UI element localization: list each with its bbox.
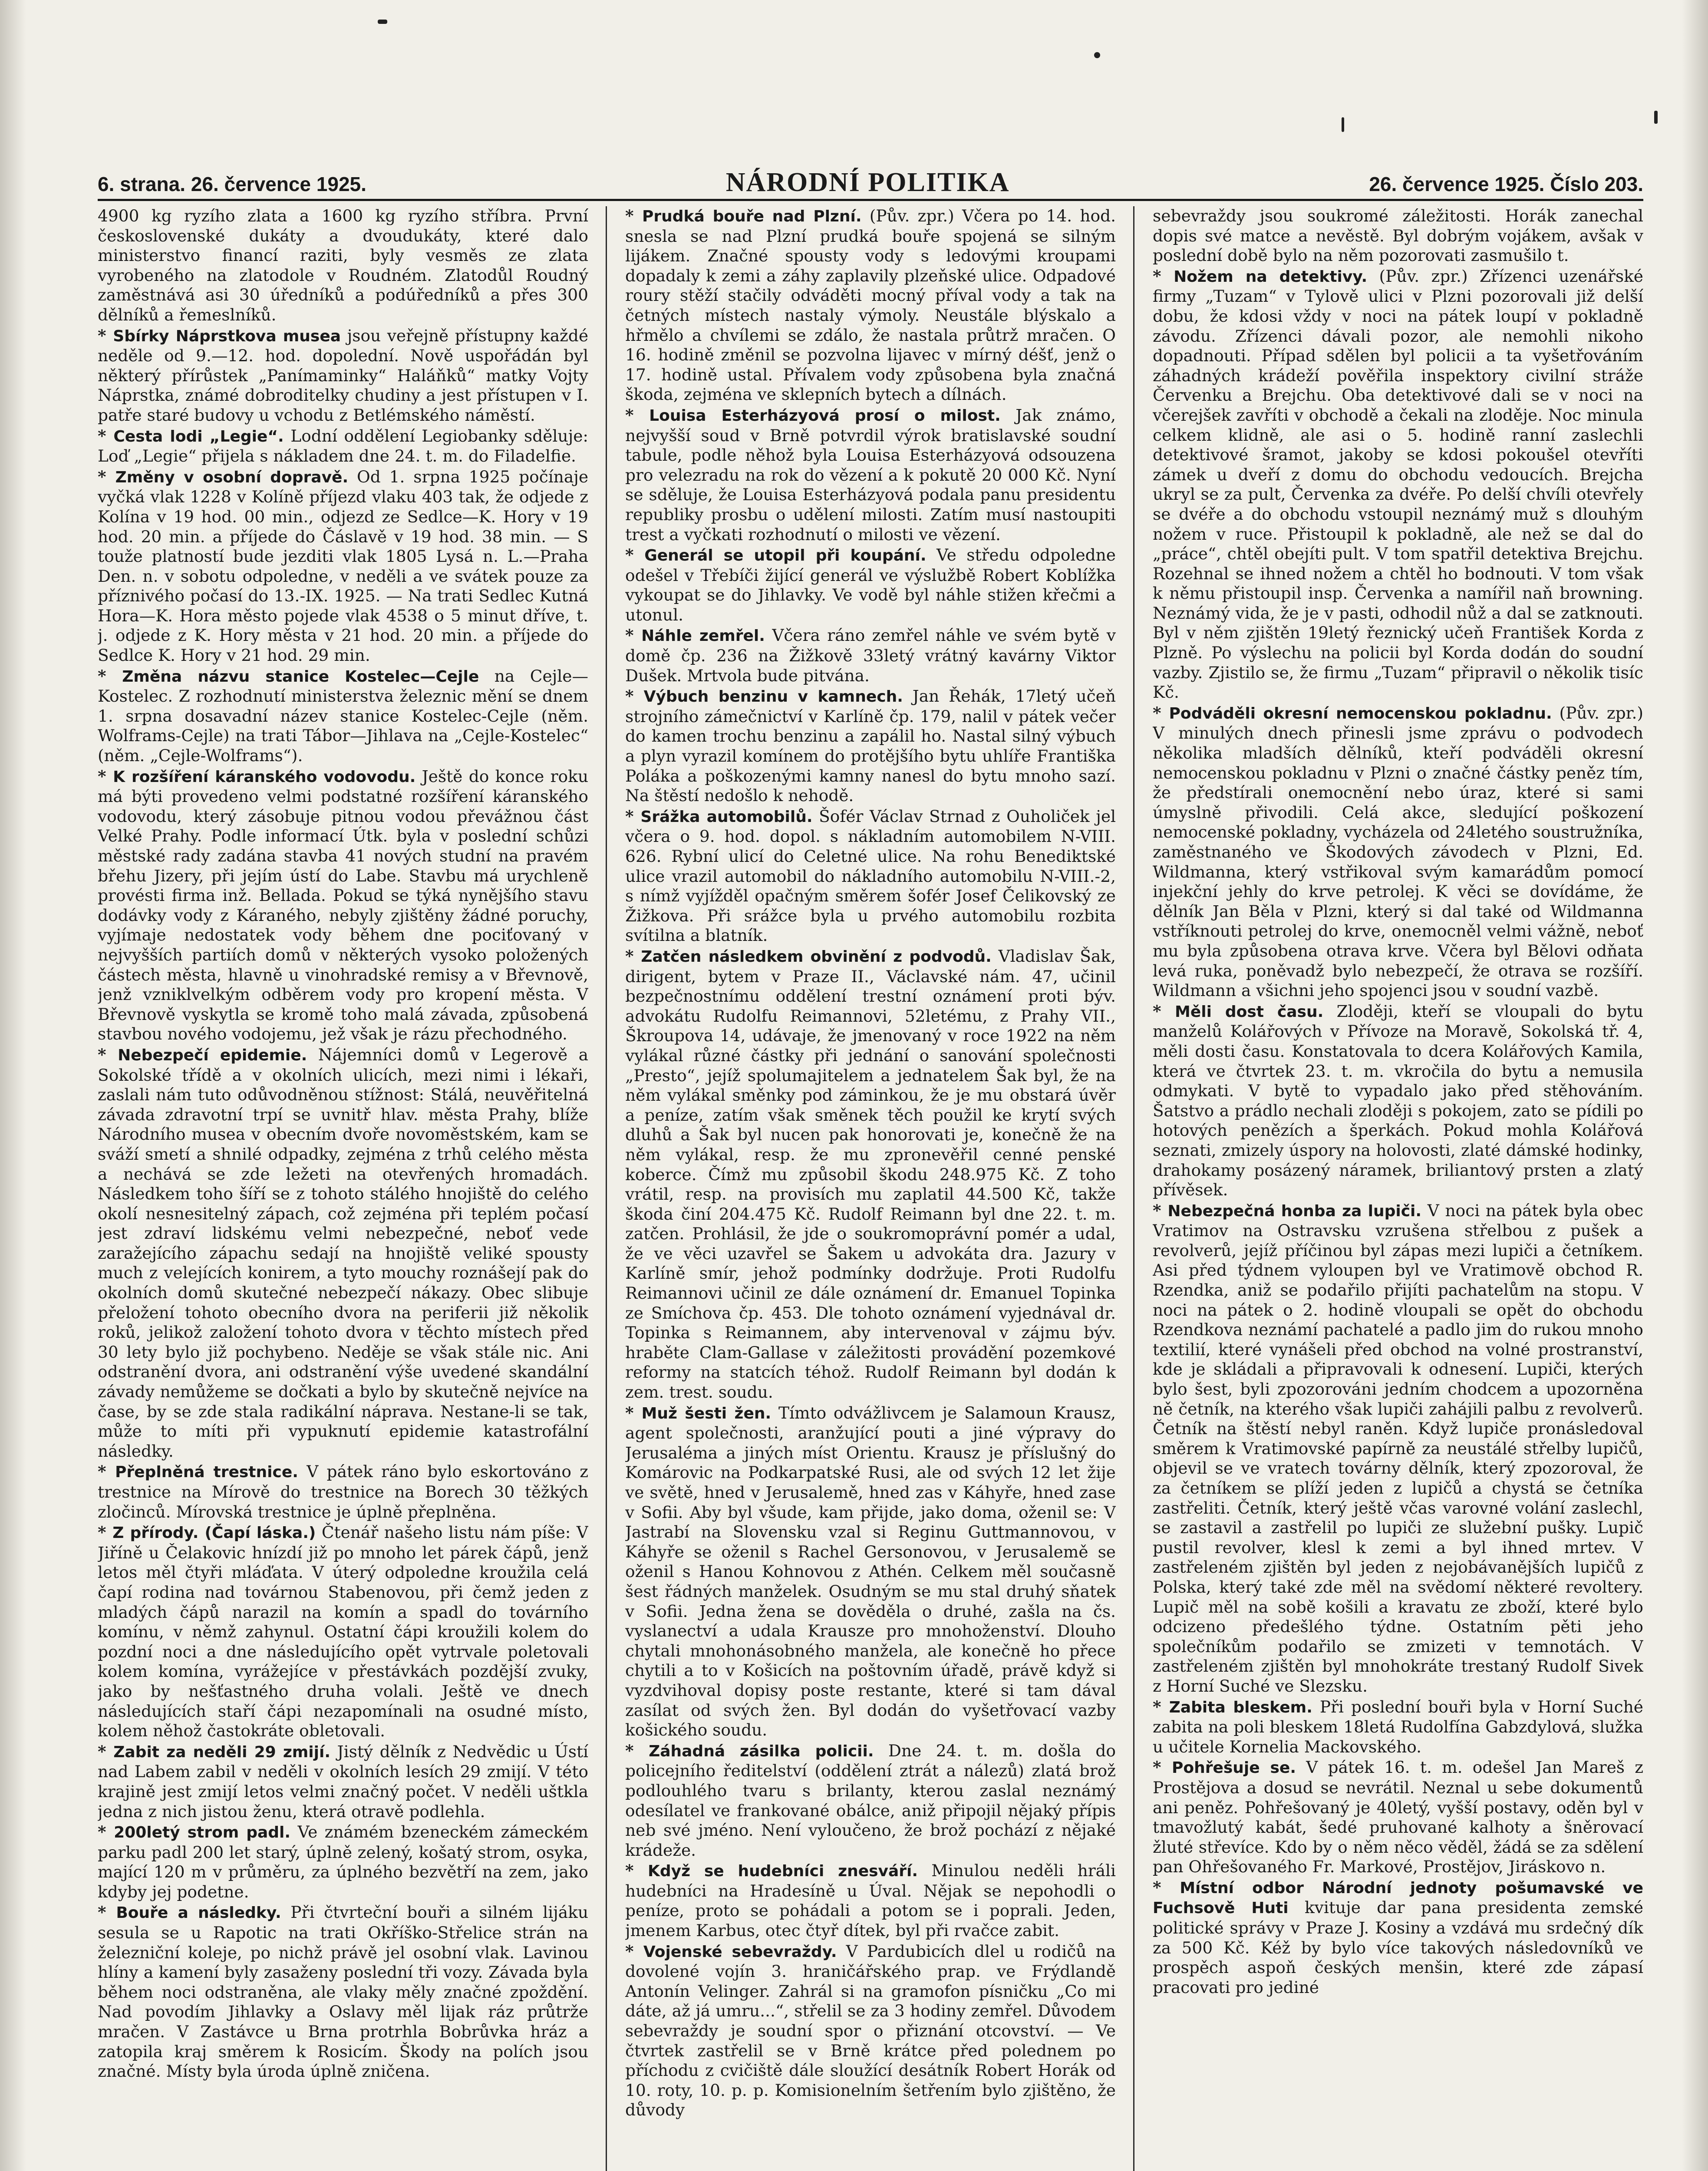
- article-body: Jistý dělník z Nedvědic u Ústí nad Labem zabil v neděli v okolních lesích 29 zmijí. V této krajině jest zmijí letos velmi značný počet. V neděli uštkla jedna z nich jistou ženu, která otravě podlehla.: [98, 1742, 588, 1821]
- article-headline: Prudká bouře nad Plzní.: [642, 208, 862, 225]
- article-body: na Cejle—Kostelec. Z rozhodnutí ministerstva železnic mění se dnem 1. srpna dosavadní název stanice Kostelec-Cejle (něm. Wolframs-Cejle) na trati Tábor—Jihlava na „Cejle-Kostelec“ (něm. „Cejle-Wolframs“).: [98, 666, 588, 765]
- ink-speck: [1094, 52, 1100, 58]
- article-headline: Generál se utopil při koupání.: [644, 547, 927, 565]
- article-headline: Změny v osobní dopravě.: [115, 468, 349, 486]
- article-bullet: *: [98, 1462, 115, 1481]
- header-page-date: 6. strana. 26. července 1925.: [98, 173, 366, 195]
- article-bullet: *: [625, 1741, 649, 1760]
- article-body: V pátek ráno bylo eskortováno z trestnice na Mírově do trestnice na Borech 30 těžkých zločinců. Mírovská trestnice je úplně přeplněna.: [98, 1462, 588, 1521]
- article-headline: Zatčen následkem obvinění z podvodů.: [641, 947, 992, 966]
- article-bullet: *: [625, 1403, 642, 1422]
- article-headline: Když se hudebníci znesváří.: [647, 1862, 918, 1881]
- article-bullet: *: [98, 766, 113, 786]
- page-edge-shadow-right: [1682, 0, 1708, 2171]
- article-body: (Pův. zpr.) Zřízenci uzenářské firmy „Tuzam“ v Tylově ulici v Plzni pozorovali již delší dobu, že kdosi vždy v noci na pátek loupí v pokladně závodu. Zřízenci dávali pozor, ale nemohli nikoho dopadnouti. Případ sdělen byl policii a ta vyšetřováním záhadných krádeží pověřila inspektory civilní stráže Červenku a Brejchu. Oba detektivové dali se v noci na včerejšek zavříti v obchodě a čekali na zloděje. Noc minula celkem klidně, ale asi o 5. hodině ranní zaslechli detektivové šramot, jakoby se kdosi pokoušel otevříti zámek u dveří z domu do obchodu vedoucích. Brejcha ukryl se za pult, Červenka za dvéře. Po delší chvíli otevřely se dvéře a do obchodu vstoupil neznámý muž s dlouhým nožem v ruce. Přistoupil k pokladně, ale než se dal do „práce“, chtěl obejíti pult. V tom spatřil detektiva Brejchu. Rozehnal se ihned nožem a chtěl ho bodnouti. V tom však k němu přistoupil insp. Červenka a namířil naň browning. Neznámý vida, že je v pasti, odhodil nůž a dal se zatknouti. Byl v něm zjištěn 19letý řeznický učeň František Korda z Plzně. Po výslechu na policii byl Korda dodán do soudní vazby. Zjistilo se, že firmu „Tuzam“ připravil o několik tisíc Kč.: [1153, 266, 1643, 702]
- news-article: [98, 326, 588, 426]
- header-issue-number: 26. července 1925. Číslo 203.: [1369, 173, 1643, 195]
- article-body: Ještě do konce roku má býti provedeno velmi podstatné rozšíření káranského vodovodu, který zásobuje pitnou vodou převážnou část Velké Prahy. Podle informací Útk. byla v poslední schůzi městské rady zadána stavba 41 nových studní na pravém břehu Jizery, při jejím ústí do Labe. Stavbu má urychleně provésti firma inž. Bellada. Pokud se týká nynějšího stavu dodávky vody z Káraného, nebyly zjištěny žádné poruchy, vyjímaje nedostatek vody během dne pociťovaný v nejvyšších partiích domů v některých vysoko položených částech města, hlavně u vinohradské remisy a v Břevnově, jenž vzniklvelkým odběrem vody pro kropení města. V Břevnově vyskytla se kromě toho malá závada, způsobená stavbou nového vodojemu, jež však je rázu přechodného.: [98, 766, 588, 1044]
- article-headline: Nebezpečná honba za lupiči.: [1167, 1202, 1422, 1220]
- article-body: Čtenář našeho listu nám píše: V Jiříně u Čelakovic hnízdí již po mnoho let párek čápů, jenž letos měl čtyři mláďata. V úterý odpoledne kroužila celá čapí rodina nad továrnou Stabenovou, při čemž jeden z mladých čápů narazil na komín a spadl do továrního komínu, v němž zahynul. Ostatní čápi kroužili kolem do pozdní noci a dne následujícího opět vytrvale poletovali kolem komína, vyrážejíce v přestávkách pozdější zvuky, jako by nešťastného druha volali. Ještě ve dnech následujících staří čápi nezapomínali na osudné místo, kolem něhož častokráte obletovali.: [98, 1523, 588, 1741]
- news-article: [98, 1822, 588, 1902]
- news-article: [625, 947, 1116, 1402]
- article-headline: Zabit za neděli 29 zmijí.: [113, 1743, 330, 1761]
- article-headline: Bouře a následky.: [116, 1904, 281, 1922]
- news-article: [1153, 703, 1643, 1001]
- article-headline: Nožem na detektivy.: [1174, 267, 1368, 286]
- news-article: [98, 767, 588, 1044]
- article-body: Minulou neděli hráli hudebníci na Hradesíně u Úval. Nějak se nepohodli o peníze, proto se pohádali a potom se i poprali. Jeden, jmenem Karbus, otec čtyř dítek, byl při rvačce zabit.: [625, 1861, 1116, 1940]
- article-bullet: *: [98, 1822, 114, 1842]
- article-headline: Podváděli okresní nemocenskou pokladnu.: [1169, 704, 1552, 723]
- article-bullet: *: [1153, 266, 1174, 286]
- article-body: Ve středu odpoledne odešel v Třebíči žijící generál ve výslužbě Robert Koblížka vykoupat se do Jihlavky. Ve vodě byl náhle stižen křečmi a utonul.: [625, 545, 1116, 624]
- article-body: Jak známo, nejvyšší soud v Brně potvrdil výrok bratislavské soudní tabule, podle něhož byla Louisa Esterházyová odsouzena pro velezradu na rok do vězení a k pokutě 20 000 Kč. Nyní se sděluje, že Louisa Esterházyová podala panu presidentu republiky prosbu o udělení milosti. Zatím musí nastoupiti trest a vyčkati rozhodnutí o milosti ve vězení.: [625, 405, 1116, 544]
- article-bullet: *: [98, 326, 113, 345]
- article-headline: Cesta lodi „Legie“.: [113, 427, 284, 445]
- article-bullet: *: [625, 405, 650, 425]
- article-headline: Pohřešuje se.: [1171, 1759, 1296, 1777]
- article-body: Ve známém bzeneckém zámeckém parku padl 200 let starý, úplně zelený, košatý strom, osyka, mající 120 m v průměru, za úplného bezvětří na zem, jako kdyby jej podetne.: [98, 1822, 588, 1901]
- article-bullet: *: [98, 1045, 118, 1064]
- article-bullet: *: [98, 1742, 114, 1761]
- article-body: Včera ráno zemřel náhle ve svém bytě v domě čp. 236 na Žižkově 33letý vrátný kavárny Viktor Dušek. Mrtvola bude pitvána.: [625, 626, 1116, 685]
- article-body: Zloději, kteří se vloupali do bytu manželů Kolářových v Přívoze na Moravě, Sokolská tř. 4, měli dosti času. Konstatovala to dcera Kolářových Kamila, která ve čtvrtek 23. t. m. vkročila do bytu a nemusila odmykati. V bytě to vypadalo jako před stěhováním. Šatstvo a prádlo nechali zloději s pokojem, zato se pídili po hotových penězích a šperkách. Pokud mohla Kolářová seznati, zmizely úspory na holovosti, zlaté dámské hodinky, drahokamy posázený náramek, briliantový prsten a zlatý přívěsek.: [1153, 1001, 1643, 1200]
- article-bullet: *: [1153, 703, 1169, 723]
- news-article: [1153, 1758, 1643, 1877]
- article-bullet: *: [98, 666, 122, 686]
- article-headline: Vojenské sebevraždy.: [643, 1943, 837, 1961]
- news-article: [1153, 1002, 1643, 1200]
- article-bullet: *: [98, 1903, 116, 1922]
- article-body: V pátek 16. t. m. odešel Jan Mareš z Prostějova a dosud se nevrátil. Neznal u sebe dokumentů ani peněz. Pohřešovaný je 40letý, vyšší postavy, oděn byl v tmavožlutý kabát, šedé pruhované kalhoty a šněrovací žluté střevíce. Kdo by o něm něco věděl, žádá se za sdělení pan Ohřešovaného Fr. Markové, Prostějov, Jiráskovo n.: [1153, 1758, 1643, 1877]
- article-headline: K rozšíření káranského vodovodu.: [113, 768, 416, 786]
- news-article: [625, 1403, 1116, 1740]
- article-body: Při poslední bouři byla v Horní Suché zabita na poli bleskem 18letá Rudolfína Gabzdylová, služka u učitele Kornelia Mackovského.: [1153, 1697, 1643, 1756]
- article-headline: Místní odbor Národní jednoty pošumavské ve Fuchsově Huti: [1153, 1879, 1643, 1917]
- news-article: [98, 666, 588, 766]
- article-body: V Pardubicích dlel u rodičů na dovolené vojín 3. hraničářského prap. ve Frýdlandě Antonín Velinger. Zahrál si na gramofon písničku „Co mi dáte, až já umru...“, střelil se za 3 hodiny zemřel. Důvodem sebevraždy je soudní spor o přiznání otcovství. — Ve čtvrtek zastřelil se v Brně krátce před polednem po příchodu z cvičiště dále sloužící desátník Robert Horák od 10. roty, 10. p. p. Komisionelním šetřením bylo zjištěno, že důvody: [625, 1941, 1116, 2120]
- article-headline: Louisa Esterházyová prosí o milost.: [649, 406, 1001, 425]
- column-3: [1153, 206, 1643, 2171]
- article-headline: Změna názvu stanice Kostelec—Cejle: [122, 667, 479, 686]
- article-body: (Pův. zpr.) V minulých dnech přinesli jsme zprávu o podvodech několika mladších dělníků, kteří podváděli okresní nemocenskou pokladnu v Plzni o značné částky peněz tím, že předstírali onemocnění nebo úraz, které si sami úmyslně přivodili. Celá akce, sledující poškození nemocenské pokladny, vycházela od 24letého soustružníka, zaměstnaného ve Škodových závodech v Plzni, Ed. Wildmanna, který vstřikoval svým kamarádům pomocí injekční jehly do krve petrolej. K věci se dovídáme, že dělník Jan Běla v Plzni, který si dal také od Wildmanna vstříknouti petrolej do krve, onemocněl velmi vážně, neboť mu byla způsobena otrava krve. Včera byl Bělovi odňata levá ruka, poněvadž bylo nebezpečí, že otrava se rozšíří. Wildmann a všichni jeho spojenci jsou v soudní vazbě.: [1153, 703, 1643, 1000]
- article-body: kvituje dar pana presidenta zemské politické správy v Praze J. Kosiny a vzdává mu srdečný dík za 500 Kč. Kéž by bylo více takových následovníků ve prospěch aspoň českých menšin, které zde zápasí pracovati pro jediné: [1153, 1898, 1643, 1997]
- news-article: [98, 1903, 588, 2081]
- article-headline: Záhadná zásilka policii.: [649, 1742, 874, 1760]
- article-bullet: *: [625, 1941, 643, 1961]
- article-body: Tímto odvážlivcem je Salamoun Krausz, agent společnosti, aranžující pouti a jiné výpravy do Jerusaléma a jiných míst Orientu. Krausz je příslušný do Komárovic na Podkarpatské Rusi, ale od svých 12 let žije ve světě, hned v Jerusalemě, hned zas v Káhyře, hned zase v Sofii. Aby byl všude, kam přijde, jako doma, oženil se: V Jastrabí na Slovensku vzal si Reginu Guttmannovou, v Káhyře se oženil s Rachel Gersonovou, v Jerusalemě se oženil s Hanou Kohnovou z Athén. Celkem měl současně šest řádných manželek. Osudným se mu stal druhý sňatek v Sofii. Jedna žena se dověděla o druhé, zašla na čs. vyslanectví a udala Krausze pro mnohoženství. Dlouho chytali mnohonásobného manžela, ale konečně ho přece chytili a to v Košicích na poštovním úřadě, právě když si vyzdvihoval dopisy poste restante, které si tam dával zasílat od svých žen. Byl dodán do vyšetřovací vazby košického soudu.: [625, 1403, 1116, 1740]
- article-headline: Výbuch benzinu v kamnech.: [643, 688, 903, 706]
- article-bullet: *: [1153, 1201, 1168, 1220]
- article-body: Lodní oddělení Legiobanky sděluje: Loď „Legie“ přijela s nákladem dne 24. t. m. do Filadelfie.: [98, 426, 588, 466]
- news-article: [98, 1742, 588, 1821]
- article-headline: Zabita bleskem.: [1169, 1698, 1312, 1716]
- article-body: (Pův. zpr.) Včera po 14. hod. snesla se nad Plzní prudká bouře spojená se silným lijákem. Značné spousty vody s ledovými kroupami dopadaly k zemi a záhy zaplavily plzeňské ulice. Odpadové roury stěží stačily odváděti mocný příval vody a tak na četných místech nastaly výmoly. Neustále blýskalo a hřmělo a chvílemi se zdálo, že nastala průtrž mračen. O 16. hodině změnil se pozvolna lijavec v mírný déšť, jenž o 17. hodině ustal. Přívalem vody způsobena byla značná škoda, zejména ve sklepních bytech a dílnách.: [625, 206, 1116, 404]
- article-bullet: *: [1153, 1877, 1180, 1897]
- article-bullet: *: [625, 946, 641, 966]
- header-rule: [98, 199, 1643, 201]
- article-bullet: *: [1153, 1697, 1169, 1716]
- column-1: [98, 206, 588, 2171]
- news-article: [1153, 1878, 1643, 1998]
- article-body: jsou veřejně přístupny každé neděle od 9.—12. hod. dopolední. Nově uspořádán byl některý přírůstek „Panímaminky“ Haláňků“ matky Vojty Náprstka, známé dobroditelky chudiny a jest přístupen v I. patře staré budovy u vchodu z Betlémského náměstí.: [98, 326, 588, 425]
- ink-speck: [1342, 117, 1344, 132]
- news-article: [625, 686, 1116, 806]
- ink-speck: [378, 20, 387, 24]
- news-article: [625, 1861, 1116, 1940]
- article-body: Vladislav Šak, dirigent, bytem v Praze II., Václavské nám. 47, učinil bezpečnostnímu oddělení trestní oznámení proti býv. advokátu Rudolfu Reimannovi, 52letému, z Prahy VII., Škroupova 14, udávaje, že jmenovaný v roce 1922 na něm vylákal různé částky při jednání o sanování společnosti „Presto“, jejíž spolumajitelem a jednatelem Šak byl, že na něm vylákal směnky pod záminkou, že je mu obstará úvěr a peníze, zatím však směnek těch použil ke krytí svých dluhů a Šak byl nucen pak honorovati je, konečně že na něm vylákal, resp. že mu zpronevěřil cenné penské koberce. Čímž mu způsobil škodu 248.975 Kč. Z toho vrátil, resp. na provisích mu zaplatil 44.500 Kč, takže škoda činí 204.475 Kč. Rudolf Reimann byl dne 22. t. m. zatčen. Prohlásil, že jde o soukromoprávní pomér a udal, že ve věci uzavřel se Šakem u advokáta dra. Jazury v Karlíně smír, jehož podmínky dodržuje. Proti Rudolfu Reimannovi učinil ze dále oznámení dr. Emanuel Topinka ze Smíchova čp. 453. Dle tohoto oznámení vyjednával dr. Topinka s Reimannem, aby intervenoval v zájmu býv. hraběte Clam-Gallase v záležitosti provádění pozemkové reformy na statcích téhož. Rudolf Reimann byl dodán k zem. trest. soudu.: [625, 946, 1116, 1402]
- news-article: [625, 545, 1116, 625]
- article-body: Šofér Václav Strnad z Ouholiček jel včera o 9. hod. dopol. s nákladním automobilem N-VIII. 626. Rybní ulicí do Celetné ulice. Na rohu Benediktské ulice vrazil automobil do nákladního automobilu N-VIII.-2, s nímž vyjížděl opačným směrem šofér Josef Čelikovský ze Žižkova. Při srážce byla u prvého automobilu rozbita svítilna a blatník.: [625, 806, 1116, 945]
- news-article: [98, 1523, 588, 1741]
- article-body: sebevraždy jsou soukromé záležitosti. Horák zanechal dopis své matce a nevěstě. Byl dobrým vojákem, avšak v poslední době bylo na něm pozorovati zasmušilo t.: [1153, 206, 1643, 265]
- column-2: [625, 206, 1116, 2171]
- news-article: [625, 807, 1116, 946]
- article-body: Nájemníci domů v Legerově a Sokolské třídě a v okolních ulicích, mezi nimi i lékaři, zaslali nám tuto odůvodněnou stížnost: Stálá, neuvěřitelná závada zdravotní trpí se uvnitř hlav. města Prahy, blíže Národního musea v obecním dvoře novoměstském, kam se sváží smetí a shnilé odpadky, zejména z trhů celého města a nechává se zde ležeti na otevřených hromadách. Následkem toho šíří se z tohoto stálého hnojiště do celého okolí nesnesitelný zápach, což zejména při teplém počasí jest zdraví lidskému velmi nebezpečné, neboť vede zaražejícího zápachu sedají na hnojiště veliké spousty much z velejících konirem, a tyto mouchy roznášejí pak do okolních domů skutečné nebezpečí nákazy. Obec slibuje přeložení tohoto obecního dvora na periferii již několik roků, jelikož založení tohoto dvora v těchto místech před 30 lety bylo již pochybeno. Neděje se však stále nic. Ani odstranění dvora, ani odstranění výše uvedené skandální závady nemůžeme se dočkati a bylo by skutečně nejvíce na čase, by se zde stala radikální náprava. Nestane-li se tak, může to míti při vypuknutí epidemie katastrofální následky.: [98, 1045, 588, 1461]
- article-bullet: *: [98, 426, 114, 445]
- page-edge-shadow-left: [0, 0, 26, 2171]
- news-article: [98, 467, 588, 666]
- article-headline: Sbírky Náprstkova musea: [113, 327, 341, 345]
- article-bullet: *: [625, 206, 642, 225]
- article-headline: 200letý strom padl.: [114, 1824, 291, 1842]
- article-body: Dne 24. t. m. došla do policejního ředitelství (oddělení ztrát a nálezů) zlatá brož podlouhlého tvaru s brilanty, kterou zaslal neznámý odesílatel ve frankované obálce, aniž připojil nějaký přípis neb své jméno. Není vyloučeno, že brož pochází z nějaké krádeže.: [625, 1741, 1116, 1860]
- news-article: [1153, 206, 1643, 266]
- news-article: [98, 426, 588, 466]
- news-article: [625, 626, 1116, 686]
- news-article: [1153, 1201, 1643, 1696]
- article-bullet: *: [1153, 1758, 1172, 1777]
- news-article: [98, 1462, 588, 1522]
- article-headline: Měli dost času.: [1175, 1003, 1324, 1021]
- article-body: Jan Řehák, 17letý učeň strojního zámečnictví v Karlíně čp. 179, nalil v pátek večer do kamen trochu benzinu a zapálil ho. Nastal silný výbuch a plyn vyrazil komínem do protějšího bytu uhlíře Františka Poláka a poškozenými kamny nanesl do bytu mnoho sazí. Na štěstí nedošlo k nehodě.: [625, 686, 1116, 805]
- news-article: [625, 406, 1116, 544]
- article-bullet: *: [625, 545, 645, 565]
- article-headline: Nebezpečí epidemie.: [118, 1046, 307, 1064]
- article-bullet: *: [625, 626, 642, 645]
- column-divider: [606, 206, 607, 2171]
- article-body: V noci na pátek byla obec Vratimov na Ostravsku vzrušena střelbou z pušek a revolverů, jejíž příčinou byl zápas mezi lupiči a četníkem. Asi před týdnem vyloupen byl ve Vratimově obchod R. Rzendka, aniž se podařilo přijíti pachatelům na stopu. V noci na pátek o 2. hodině vloupali se opět do obchodu Rzendkova neznámí pachatelé a padlo jim do rukou mnoho textilií, které vynášeli před obchod na volné prostranství, kde je skládali a připravovali k odnesení. Lupiči, kterých bylo šest, byli zpozorováni jedním chodcem a upozorněna ně četník, na kterého však lupiči zahájili palbu z revolverů. Četník na štěstí nebyl raněn. Když lupiče pronásledoval směrem k Vratimovské papírně za neustálé střelby lupičů, objevil se ve vratech továrny dělník, který zpozoroval, že za četníkem se plíží jeden z lupičů a chystá se četníka zastřeliti. Četník, který ještě včas varovné volání zaslechl, se zastavil a zastřelil po lupiči ze služební pušky. Lupič pustil revolver, klesl k zemi a byl ihned mrtev. V zastřeleném zjištěn byl jeden z nejobávanějších lupičů z Polska, který také zde měl na svědomí některé revoltery. Lupič měl na sobě košili a kravatu ze zboží, které bylo odcizeno předešlého týdne. Ostatním pěti jeho společníkům podařilo se zmizeti v temnotách. V zastřeleném zjištěn byl mnohokráte trestaný Rudolf Sivek z Horní Suché ve Slezsku.: [1153, 1201, 1643, 1696]
- ink-speck: [1654, 111, 1658, 124]
- article-bullet: *: [625, 806, 641, 826]
- news-article: [625, 1942, 1116, 2120]
- article-headline: Srážka automobilů.: [640, 808, 813, 826]
- article-body: 4900 kg ryzího zlata a 1600 kg ryzího stříbra. První československé dukáty a dvoudukáty, které dalo ministerstvo financí raziti, byly vesměs ze zlata vyrobeného na zlatodole v Roudném. Zlatodůl Roudný zaměstnává asi 30 úředníků a podúředníků a přes 300 dělníků a řemeslníků.: [98, 206, 588, 324]
- news-article: [1153, 1697, 1643, 1757]
- article-bullet: *: [625, 686, 644, 706]
- masthead-title: NÁRODNÍ POLITIKA: [725, 168, 1010, 197]
- news-article: [1153, 267, 1643, 703]
- article-headline: Muž šesti žen.: [641, 1404, 772, 1422]
- article-headline: Z přírody. (Čapí láska.): [112, 1524, 316, 1542]
- article-bullet: *: [98, 467, 115, 486]
- news-article: [625, 206, 1116, 405]
- article-bullet: *: [625, 1861, 648, 1881]
- column-divider: [1133, 206, 1134, 2171]
- article-body: Při čtvrteční bouři a silném lijáku sesula se u Rapotic na trati Okříško-Střelice strán na železniční koleje, po nichž právě jel osobní vlak. Lavinou hlíny a kamení byly zasaženy poslední tři vozy. Závada byla během noci odstraněna, ale vlaky měly značné zpoždění. Nad povodím Jihlavky a Oslavy měl lijak ráz průtrže mračen. V Zastávce u Brna protrhla Bobrůvka hráz a zatopila kraj směrem k Rosicím. Škody na polích jsou značné. Místy byla úroda úplně zničena.: [98, 1903, 588, 2081]
- article-headline: Náhle zemřel.: [641, 627, 765, 645]
- article-bullet: *: [1153, 1001, 1175, 1021]
- article-body: Od 1. srpna 1925 počínaje vyčká vlak 1228 v Kolíně příjezd vlaku 403 tak, že odjede z Kolína v 19 hod. 00 min., odjezd ze Sedlce—K. Hory v 19 hod. 20 min. a příjede do Čáslavě v 19 hod. 38 min. — S touže platností bude jezditi vlak 1805 Lysá n. L.—Praha Den. n. v sobotu odpoledne, v neděli a ve svátek pouze za příznivého počasí do 13.-IX. 1925. — Na trati Sedlec Kutná Hora—K. Hora město pojede vlak 4538 o 5 minut dříve, t. j. odjede z K. Hory města v 21 hod. 20 min. a příjede do Sedlce K. Hory v 21 hod. 29 min.: [98, 467, 588, 665]
- article-headline: Přeplněná trestnice.: [115, 1463, 298, 1481]
- news-article: [98, 206, 588, 325]
- page-header: [98, 167, 1643, 198]
- news-article: [98, 1045, 588, 1461]
- article-bullet: *: [98, 1523, 113, 1542]
- news-article: [625, 1741, 1116, 1861]
